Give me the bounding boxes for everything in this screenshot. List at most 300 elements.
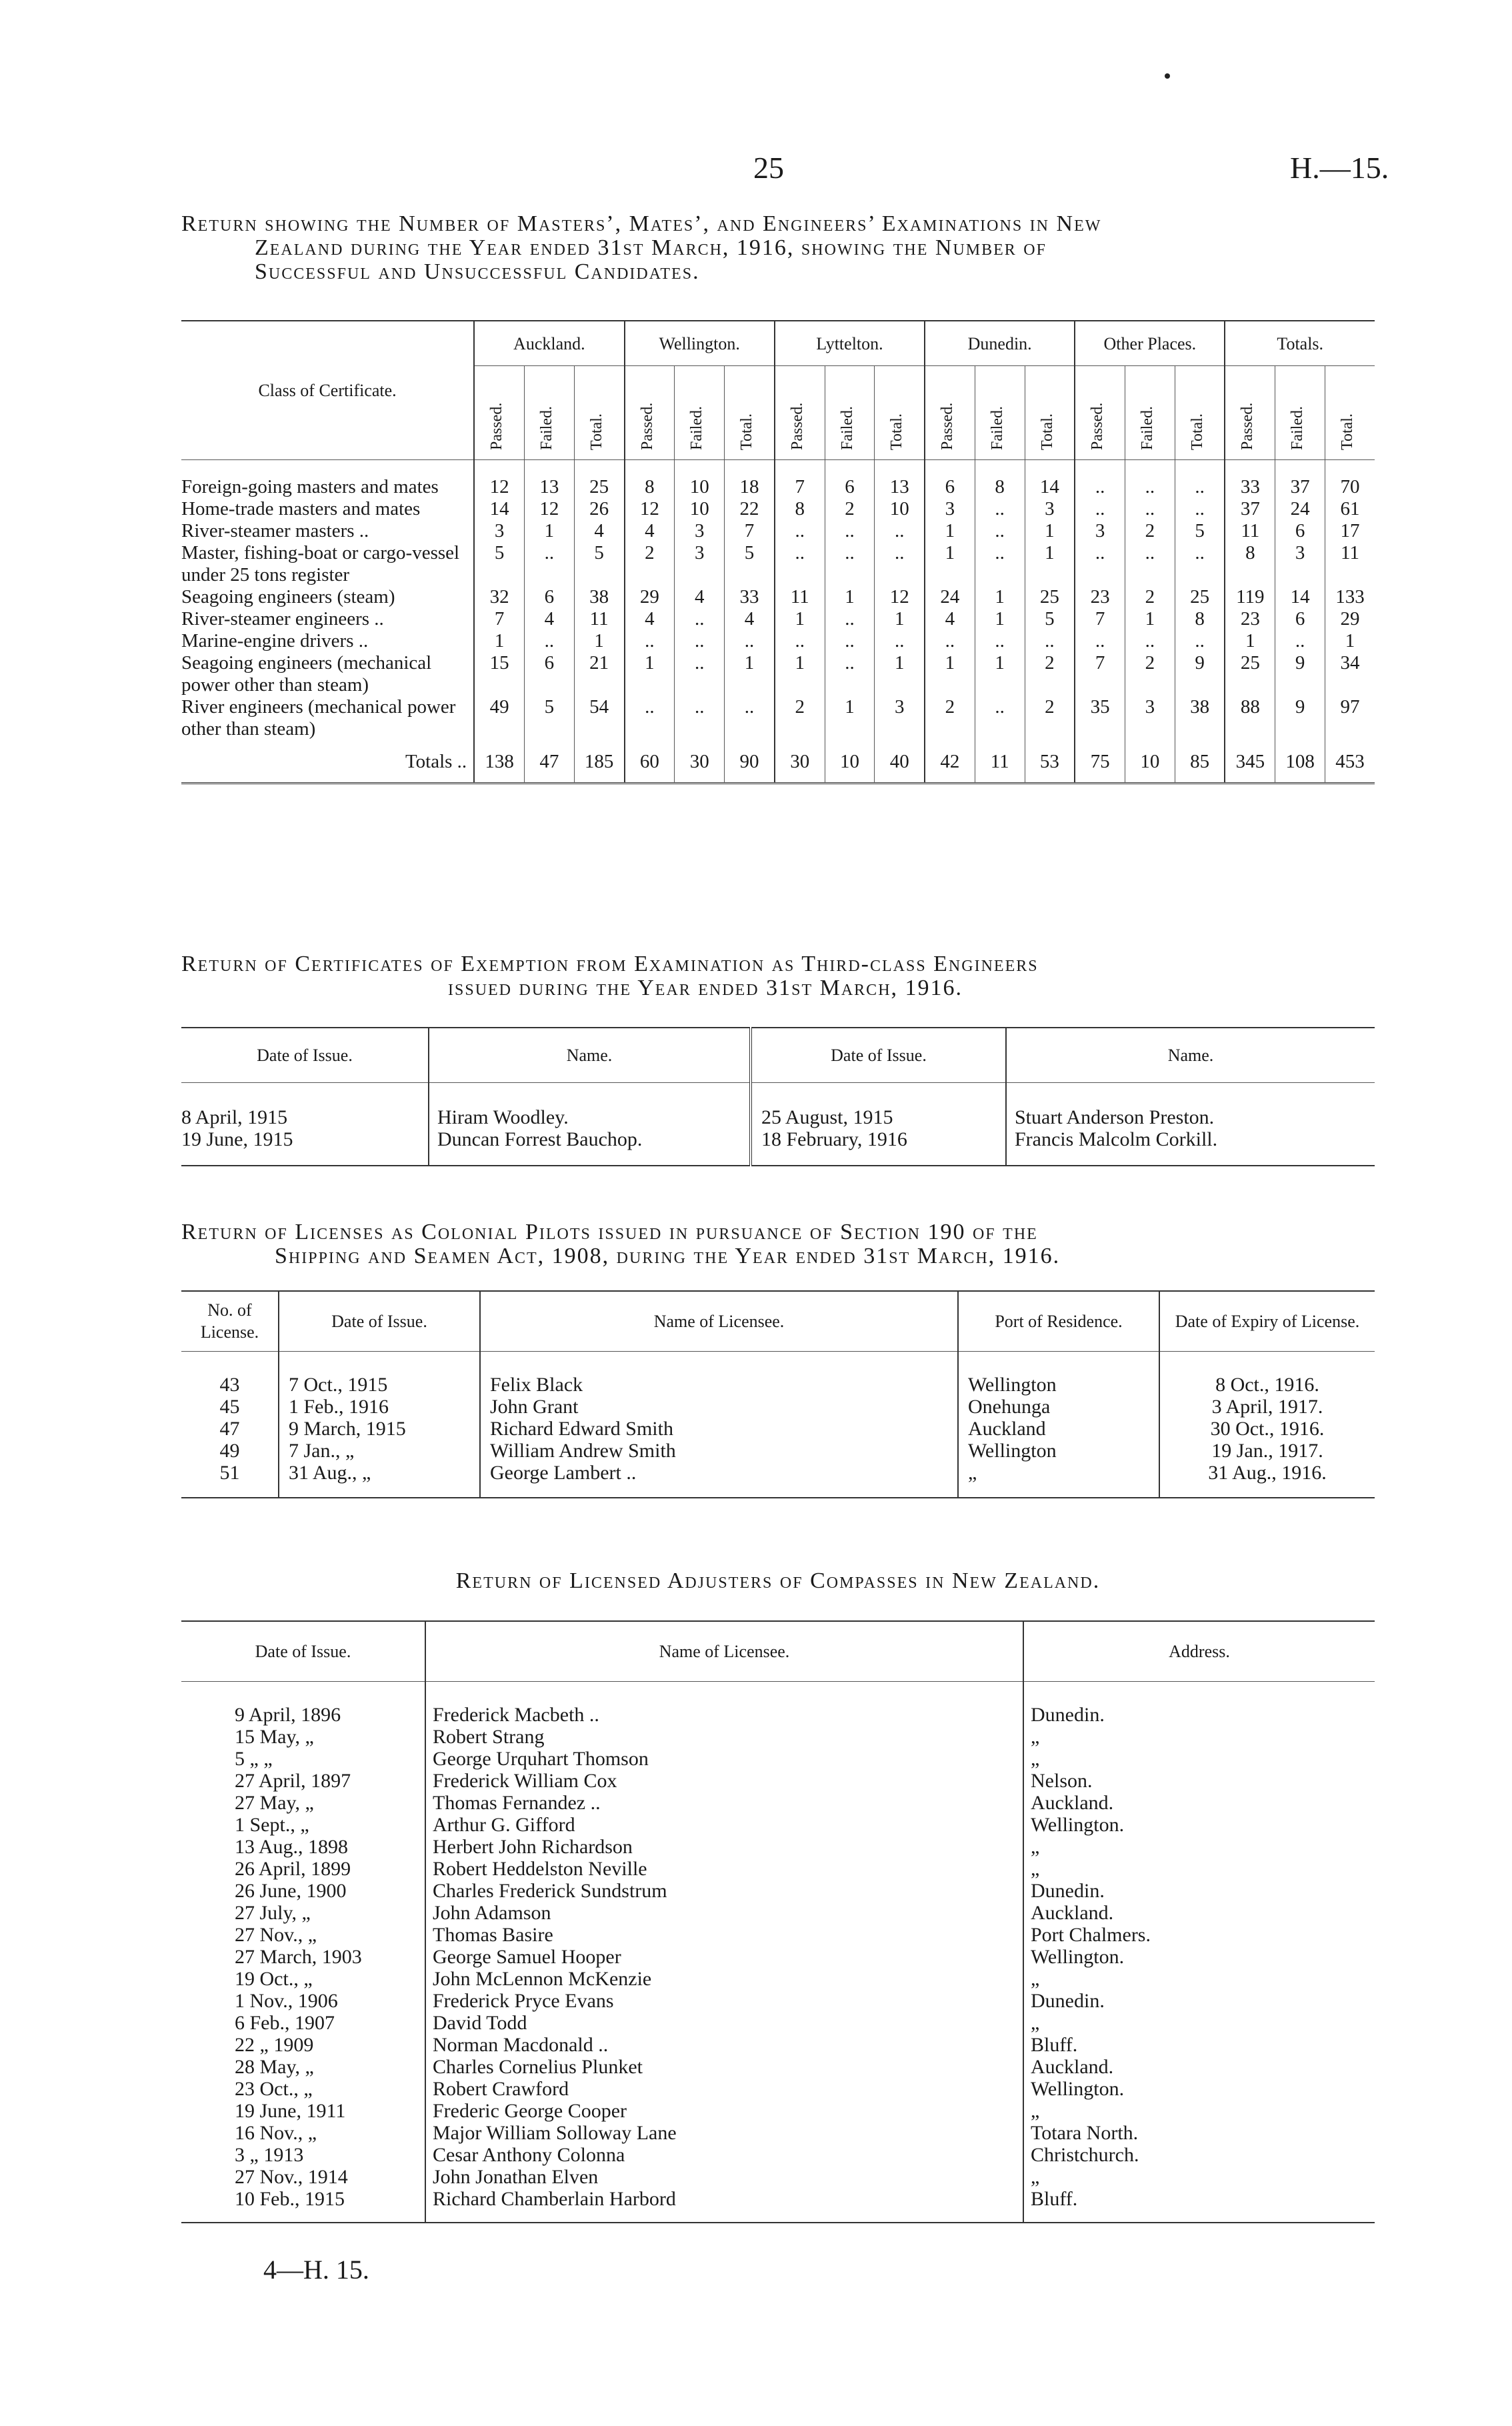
- table-row: [181, 2166, 1375, 2188]
- cell-value: 54: [574, 696, 624, 740]
- cell-value: ..: [625, 696, 675, 740]
- date-of-issue: 7 Oct., 1915: [279, 1374, 480, 1396]
- table-row: [181, 1880, 1375, 1902]
- cell-value: 3: [675, 520, 725, 542]
- cell-value: ..: [1125, 460, 1175, 499]
- cell-value: ..: [1075, 498, 1125, 520]
- total-value: 10: [825, 740, 875, 784]
- cell-value: 1: [1325, 630, 1375, 652]
- column-header: [775, 366, 825, 460]
- cell-value: 12: [625, 498, 675, 520]
- cell-value: 10: [875, 498, 925, 520]
- address: Wellington.: [1023, 1814, 1375, 1836]
- certificate-class: Seagoing engineers (mechanical power other than steam): [181, 652, 432, 696]
- column-header-label: Failed.: [1289, 406, 1307, 450]
- cell-value: 1: [1025, 542, 1075, 586]
- cell-value: 12: [875, 586, 925, 608]
- header-license-number: No. of License.: [181, 1291, 279, 1351]
- name: Hiram Woodley.: [429, 1106, 751, 1128]
- header-name-of-licensee: Name of Licensee.: [480, 1291, 958, 1351]
- cell-value: 8: [975, 460, 1025, 499]
- cell-value: 10: [675, 460, 725, 499]
- cell-value: ..: [1025, 630, 1075, 652]
- table-row: [181, 2056, 1375, 2078]
- license-number: 43: [219, 1374, 240, 1396]
- address: Auckland.: [1023, 1792, 1375, 1814]
- cell-value: ..: [875, 542, 925, 586]
- license-number: 49: [219, 1440, 240, 1462]
- cell-value: ..: [875, 630, 925, 652]
- cell-value: 37: [1225, 498, 1275, 520]
- address: Auckland.: [1023, 1902, 1375, 1924]
- cell-value: ..: [975, 520, 1025, 542]
- cell-value: 2: [1125, 520, 1175, 542]
- header-date-of-expiry: Date of Expiry of License.: [1159, 1291, 1375, 1351]
- cell-value: 1: [975, 586, 1025, 608]
- column-header-label: Failed.: [688, 406, 706, 450]
- cell-value: 2: [1125, 586, 1175, 608]
- date-of-issue: 8 April, 1915: [181, 1106, 288, 1128]
- examinations-table: [181, 320, 1375, 784]
- total-value: 10: [1125, 740, 1175, 784]
- license-number: 51: [181, 1462, 279, 1498]
- header-name-1: Name.: [429, 1028, 751, 1082]
- certificate-class: Foreign-going masters and mates: [181, 476, 439, 497]
- cell-value: 4: [675, 586, 725, 608]
- page-number: 25: [753, 151, 784, 185]
- cell-value: 17: [1325, 520, 1375, 542]
- cell-value: 25: [574, 460, 624, 499]
- address: Auckland.: [1023, 2056, 1375, 2078]
- table-row: [181, 542, 1375, 586]
- cell-value: 13: [875, 460, 925, 499]
- table1-title: [181, 212, 1375, 284]
- name-of-licensee: Cesar Anthony Colonna: [425, 2144, 1023, 2166]
- column-header-label: Failed.: [838, 406, 856, 450]
- date-of-issue: 26 June, 1900: [235, 1880, 347, 1902]
- column-header: [1225, 366, 1275, 460]
- cell-value: 4: [925, 608, 975, 630]
- address: Totara North.: [1023, 2122, 1375, 2144]
- cell-value: ..: [775, 542, 825, 586]
- header-name-2: Name.: [1006, 1028, 1375, 1082]
- date-of-issue: 15 May, „: [235, 1726, 314, 1748]
- date-of-expiry: 8 Oct., 1916.: [1159, 1374, 1375, 1396]
- cell-value: 4: [524, 608, 574, 630]
- cell-value: 21: [574, 652, 624, 696]
- date-of-issue: 19 June, 1915: [181, 1128, 429, 1166]
- address: Port Chalmers.: [1023, 1924, 1375, 1946]
- name-of-licensee: Robert Heddelston Neville: [425, 1858, 1023, 1880]
- date-of-expiry: 31 Aug., 1916.: [1159, 1462, 1375, 1498]
- address: „: [1023, 2166, 1375, 2188]
- address: Dunedin.: [1023, 1990, 1375, 2012]
- address: Dunedin.: [1023, 1880, 1375, 1902]
- table-row: [181, 630, 1375, 652]
- cell-value: 3: [875, 696, 925, 740]
- cell-value: 4: [574, 520, 624, 542]
- name-of-licensee: Felix Black: [480, 1374, 958, 1396]
- date-of-expiry: 30 Oct., 1916.: [1159, 1418, 1375, 1440]
- column-header: [875, 366, 925, 460]
- cell-value: 2: [775, 696, 825, 740]
- group-header: Auckland.: [474, 321, 624, 366]
- table-row: [181, 1990, 1375, 2012]
- cell-value: ..: [1075, 542, 1125, 586]
- date-of-issue: 9 March, 1915: [279, 1418, 480, 1440]
- header-date-of-issue-1: Date of Issue.: [181, 1028, 429, 1082]
- cell-value: 38: [1175, 696, 1225, 740]
- cell-value: ..: [1275, 630, 1325, 652]
- column-header-label: Failed.: [1138, 406, 1156, 450]
- total-value: 11: [975, 740, 1025, 784]
- column-header-label: Passed.: [1239, 402, 1257, 450]
- table1-title-line1: Return showing the Number of Masters’, Mates’, and Engineers’ Examinations in New: [181, 211, 1102, 236]
- certificate-class: Home-trade masters and mates: [181, 498, 421, 519]
- date-of-issue: 13 Aug., 1898: [235, 1836, 349, 1858]
- cell-value: 1: [1125, 608, 1175, 630]
- address: „: [1023, 1836, 1375, 1858]
- column-header-label: Passed.: [788, 402, 806, 450]
- column-header: [574, 366, 624, 460]
- cell-value: 7: [775, 460, 825, 499]
- cell-value: 35: [1075, 696, 1125, 740]
- table-row: [181, 1106, 1375, 1128]
- table3-title-line2: Shipping and Seamen Act, 1908, during the Year ended 31st March, 1916.: [275, 1244, 1061, 1268]
- cell-value: 33: [725, 586, 775, 608]
- cell-value: 2: [825, 498, 875, 520]
- group-header: Totals.: [1225, 321, 1375, 366]
- name-of-licensee: Richard Edward Smith: [480, 1418, 958, 1440]
- address: Christchurch.: [1023, 2144, 1375, 2166]
- cell-value: 9: [1275, 696, 1325, 740]
- column-header-label: Total.: [1038, 413, 1056, 450]
- address: „: [1023, 1968, 1375, 1990]
- header-date-of-issue-2: Date of Issue.: [751, 1028, 1006, 1082]
- total-value: 185: [574, 740, 624, 784]
- column-header-label: Total.: [738, 413, 756, 450]
- cell-value: 1: [474, 630, 524, 652]
- cell-value: 133: [1325, 586, 1375, 608]
- cell-value: ..: [975, 498, 1025, 520]
- name-of-licensee: Thomas Basire: [425, 1924, 1023, 1946]
- cell-value: 1: [925, 542, 975, 586]
- name-of-licensee: Herbert John Richardson: [425, 1836, 1023, 1858]
- cell-value: ..: [775, 520, 825, 542]
- date-of-issue: 27 Nov., „: [235, 1924, 317, 1946]
- document-reference: H.—15.: [1290, 151, 1389, 185]
- cell-value: 25: [1175, 586, 1225, 608]
- name-of-licensee: George Lambert ..: [480, 1462, 958, 1498]
- date-of-issue: 3 „ 1913: [235, 2144, 304, 2166]
- total-value: 85: [1175, 740, 1225, 784]
- table-row: [181, 2188, 1375, 2223]
- cell-value: 29: [625, 586, 675, 608]
- date-of-issue: 7 Jan., „: [279, 1440, 480, 1462]
- name-of-licensee: Major William Solloway Lane: [425, 2122, 1023, 2144]
- cell-value: 8: [775, 498, 825, 520]
- table-row: [181, 1792, 1375, 1814]
- column-header-label: Passed.: [488, 402, 506, 450]
- date-of-issue: 27 Nov., 1914: [235, 2166, 348, 2188]
- cell-value: 5: [524, 696, 574, 740]
- column-header: [1275, 366, 1325, 460]
- name-of-licensee: George Samuel Hooper: [425, 1946, 1023, 1968]
- cell-value: 10: [675, 498, 725, 520]
- table3-title-line1: Return of Licenses as Colonial Pilots issued in pursuance of Section 190 of the: [181, 1220, 1038, 1244]
- total-value: 108: [1275, 740, 1325, 784]
- name-of-licensee: Charles Cornelius Plunket: [425, 2056, 1023, 2078]
- total-value: 30: [675, 740, 725, 784]
- total-value: 42: [925, 740, 975, 784]
- column-header-label: Total.: [1339, 413, 1357, 450]
- cell-value: 12: [524, 498, 574, 520]
- name-of-licensee: Thomas Fernandez ..: [425, 1792, 1023, 1814]
- cell-value: 5: [1175, 520, 1225, 542]
- date-of-expiry: 3 April, 1917.: [1159, 1396, 1375, 1418]
- cell-value: 2: [1025, 696, 1075, 740]
- cell-value: 6: [524, 652, 574, 696]
- date-of-issue: 28 May, „: [235, 2056, 314, 2078]
- cell-value: 1: [925, 520, 975, 542]
- cell-value: 1: [875, 652, 925, 696]
- cell-value: 6: [1275, 608, 1325, 630]
- table-row: [181, 1968, 1375, 1990]
- table-row: [181, 1902, 1375, 1924]
- cell-value: 9: [1175, 652, 1225, 696]
- cell-value: 11: [1225, 520, 1275, 542]
- column-header: [1175, 366, 1225, 460]
- cell-value: 11: [1325, 542, 1375, 586]
- certificate-class: Seagoing engineers (steam): [181, 586, 395, 608]
- date-of-issue: 16 Nov., „: [235, 2122, 317, 2144]
- column-header: [1075, 366, 1125, 460]
- name-of-licensee: Frederick Macbeth ..: [425, 1704, 1023, 1726]
- cell-value: 8: [625, 460, 675, 499]
- table-row: [181, 1858, 1375, 1880]
- cell-value: ..: [675, 652, 725, 696]
- header-address: Address.: [1023, 1621, 1375, 1681]
- date-of-expiry: 19 Jan., 1917.: [1159, 1440, 1375, 1462]
- total-value: 453: [1325, 740, 1375, 784]
- table2-title: [181, 952, 1375, 1000]
- cell-value: 1: [574, 630, 624, 652]
- total-value: 90: [725, 740, 775, 784]
- name-of-licensee: Frederic George Cooper: [425, 2100, 1023, 2122]
- table-row: [181, 2078, 1375, 2100]
- table-row: [181, 696, 1375, 740]
- cell-value: ..: [625, 630, 675, 652]
- cell-value: 11: [775, 586, 825, 608]
- name-of-licensee: Arthur G. Gifford: [425, 1814, 1023, 1836]
- name-of-licensee: Robert Crawford: [425, 2078, 1023, 2100]
- cell-value: ..: [1175, 460, 1225, 499]
- table-row: [181, 2012, 1375, 2034]
- date-of-issue: 19 June, 1911: [235, 2100, 346, 2122]
- column-header: [675, 366, 725, 460]
- group-header: Lyttelton.: [775, 321, 925, 366]
- date-of-issue: 5 „ „: [235, 1748, 273, 1770]
- name-of-licensee: Frederick William Cox: [425, 1770, 1023, 1792]
- header-date-of-issue: Date of Issue.: [181, 1621, 425, 1681]
- port-of-residence: Auckland: [958, 1418, 1159, 1440]
- date-of-issue: 9 April, 1896: [235, 1704, 341, 1726]
- header-date-of-issue: Date of Issue.: [279, 1291, 480, 1351]
- cell-value: 1: [1225, 630, 1275, 652]
- table-row: [181, 2122, 1375, 2144]
- cell-value: ..: [524, 542, 574, 586]
- total-value: 138: [474, 740, 524, 784]
- cell-value: ..: [875, 520, 925, 542]
- name-of-licensee: George Urquhart Thomson: [425, 1748, 1023, 1770]
- certificate-class: River-steamer masters ..: [181, 520, 369, 541]
- name-of-licensee: John Adamson: [425, 1902, 1023, 1924]
- total-value: 345: [1225, 740, 1275, 784]
- cell-value: 7: [1075, 652, 1125, 696]
- cell-value: 6: [825, 460, 875, 499]
- totals-label: Totals ..: [181, 740, 474, 784]
- date-of-issue: 27 May, „: [235, 1792, 314, 1814]
- date-of-issue: 10 Feb., 1915: [181, 2188, 425, 2223]
- date-of-issue: 22 „ 1909: [235, 2034, 314, 2056]
- table-row: [181, 1374, 1375, 1396]
- cell-value: ..: [1125, 630, 1175, 652]
- address: „: [1023, 2012, 1375, 2034]
- cell-value: ..: [1175, 498, 1225, 520]
- cell-value: 14: [1275, 586, 1325, 608]
- date-of-issue: 27 April, 1897: [235, 1770, 351, 1792]
- cell-value: 1: [524, 520, 574, 542]
- table-row: [181, 608, 1375, 630]
- column-header: [975, 366, 1025, 460]
- cell-value: ..: [1125, 498, 1175, 520]
- name-of-licensee: David Todd: [425, 2012, 1023, 2034]
- cell-value: 49: [474, 696, 524, 740]
- column-header: [1025, 366, 1075, 460]
- column-header: [474, 366, 524, 460]
- column-header-label: Failed.: [537, 406, 555, 450]
- cell-value: ..: [1125, 542, 1175, 586]
- address: „: [1023, 1858, 1375, 1880]
- date-of-issue: 1 Sept., „: [235, 1814, 309, 1836]
- column-header-label: Failed.: [988, 406, 1006, 450]
- table-row: [181, 1836, 1375, 1858]
- cell-value: 25: [1225, 652, 1275, 696]
- name-of-licensee: William Andrew Smith: [480, 1440, 958, 1462]
- cell-value: ..: [825, 542, 875, 586]
- table-row: [181, 1814, 1375, 1836]
- group-header: Dunedin.: [925, 321, 1075, 366]
- column-header: [524, 366, 574, 460]
- table4-title: Return of Licensed Adjusters of Compasses in New Zealand.: [455, 1568, 1101, 1593]
- cell-value: 5: [725, 542, 775, 586]
- cell-value: ..: [725, 696, 775, 740]
- cell-value: ..: [1075, 460, 1125, 499]
- table-row: [181, 1924, 1375, 1946]
- name-of-licensee: Robert Strang: [425, 1726, 1023, 1748]
- cell-value: 1: [825, 586, 875, 608]
- cell-value: 6: [524, 586, 574, 608]
- table-row: [181, 2144, 1375, 2166]
- port-of-residence: „: [958, 1462, 1159, 1498]
- cell-value: 1: [775, 608, 825, 630]
- name-of-licensee: John McLennon McKenzie: [425, 1968, 1023, 1990]
- table3-title: [181, 1220, 1375, 1268]
- date-of-issue: 6 Feb., 1907: [235, 2012, 335, 2034]
- column-header: [1125, 366, 1175, 460]
- cell-value: 4: [625, 520, 675, 542]
- cell-value: 24: [925, 586, 975, 608]
- table-row: [181, 2034, 1375, 2056]
- cell-value: 11: [574, 608, 624, 630]
- cell-value: 61: [1325, 498, 1375, 520]
- cell-value: 26: [574, 498, 624, 520]
- cell-value: 15: [474, 652, 524, 696]
- cell-value: 3: [1025, 498, 1075, 520]
- cell-value: 3: [925, 498, 975, 520]
- port-of-residence: Wellington: [958, 1440, 1159, 1462]
- cell-value: 12: [474, 460, 524, 499]
- cell-value: 23: [1075, 586, 1125, 608]
- cell-value: ..: [825, 520, 875, 542]
- cell-value: 3: [1125, 696, 1175, 740]
- cell-value: 6: [1275, 520, 1325, 542]
- cell-value: 1: [875, 608, 925, 630]
- cell-value: 2: [1125, 652, 1175, 696]
- ink-speck: [1165, 73, 1170, 79]
- header-name-of-licensee: Name of Licensee.: [425, 1621, 1023, 1681]
- table-row: [181, 460, 1375, 499]
- table1-title-line3: Successful and Unsuccessful Candidates.: [255, 259, 700, 284]
- cell-value: 14: [1025, 460, 1075, 499]
- name-of-licensee: Norman Macdonald ..: [425, 2034, 1023, 2056]
- cell-value: 1: [925, 652, 975, 696]
- table-row: [181, 1418, 1375, 1440]
- certificate-class: River-steamer engineers ..: [181, 608, 384, 630]
- cell-value: 4: [725, 608, 775, 630]
- column-header: [1325, 366, 1375, 460]
- date-of-issue: 1 Feb., 1916: [279, 1396, 480, 1418]
- table-row: [181, 498, 1375, 520]
- column-header-label: Total.: [888, 413, 906, 450]
- cell-value: 4: [625, 608, 675, 630]
- cell-value: ..: [524, 630, 574, 652]
- table-row: [181, 1726, 1375, 1748]
- certificate-class: River engineers (mechanical power other than steam): [181, 696, 456, 740]
- cell-value: 3: [675, 542, 725, 586]
- header-port-of-residence: Port of Residence.: [958, 1291, 1159, 1351]
- date-of-issue: 23 Oct., „: [235, 2078, 313, 2100]
- table-row: [181, 520, 1375, 542]
- exemption-certificates-table: [181, 1027, 1375, 1166]
- cell-value: 8: [1225, 542, 1275, 586]
- cell-value: ..: [925, 630, 975, 652]
- cell-value: 70: [1325, 460, 1375, 499]
- name-of-licensee: John Grant: [480, 1396, 958, 1418]
- cell-value: ..: [775, 630, 825, 652]
- table1-title-line2: Zealand during the Year ended 31st March, 1916, showing the Number of: [255, 235, 1047, 260]
- cell-value: 9: [1275, 652, 1325, 696]
- cell-value: 2: [1025, 652, 1075, 696]
- cell-value: 34: [1325, 652, 1375, 696]
- cell-value: 6: [925, 460, 975, 499]
- license-number: 47: [219, 1418, 240, 1440]
- license-number: 45: [219, 1396, 240, 1418]
- cell-value: ..: [1075, 630, 1125, 652]
- cell-value: 1: [775, 652, 825, 696]
- total-value: 53: [1025, 740, 1075, 784]
- cell-value: 119: [1225, 586, 1275, 608]
